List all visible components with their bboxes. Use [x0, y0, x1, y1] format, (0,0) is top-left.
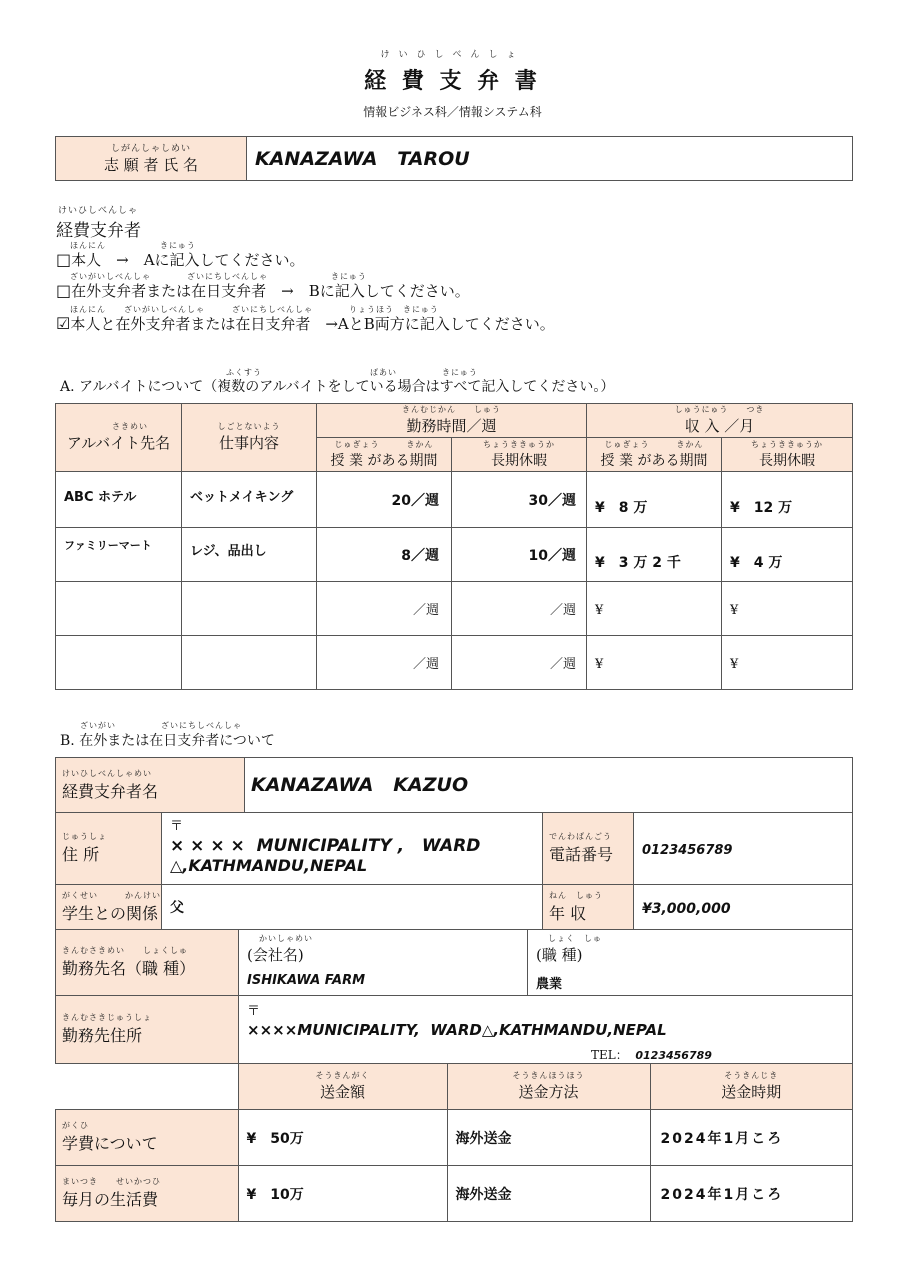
income-break-value: ¥: [730, 603, 739, 618]
sponsor-label-ruby: けいひしべんしゃめい: [62, 768, 152, 778]
employer-cell[interactable]: [56, 528, 182, 582]
work-label-ruby: きんむさきめい しょくしゅ: [62, 946, 188, 955]
remittance-table: [55, 1063, 853, 1222]
amount-header: [238, 1064, 447, 1110]
checked-checkbox-icon[interactable]: ☑: [56, 314, 71, 333]
address-line-1-text: × × × × MUNICIPALITY , WARD: [170, 836, 481, 856]
section-b-heading: B. 在外または在日支弁者について: [60, 733, 275, 749]
applicant-label-cell: [56, 137, 247, 181]
option-2[interactable]: [56, 280, 470, 301]
remit-label: 学費について: [62, 1134, 158, 1153]
work-label: 勤務先名（職 種）: [62, 959, 196, 978]
income-header: [587, 404, 853, 438]
sponsor-label: 経費支弁者名: [62, 781, 159, 801]
table-row: [56, 1166, 853, 1222]
hours-class-value: ／週: [412, 603, 439, 618]
company-label-ruby: かいしゃめい: [259, 934, 313, 943]
income-class-value: ¥: [595, 657, 604, 672]
hours-break-cell[interactable]: [452, 528, 587, 582]
work-address-label-cell: [56, 996, 239, 1064]
page-title: 経 費 支 弁 書: [364, 68, 541, 94]
applicant-label: 志 願 者 氏 名: [103, 156, 199, 174]
hours-class-cell[interactable]: [317, 636, 452, 690]
income-label-ruby: ねん しゅう: [549, 890, 603, 900]
option-1-text: 本人 → Aに記入してください。: [71, 251, 305, 269]
hours-break-value: ／週: [549, 657, 576, 672]
hours-break-cell[interactable]: [452, 636, 587, 690]
table-row: [56, 582, 853, 636]
address-line-1: [170, 836, 542, 856]
amount-header-ruby: そうきんがく: [315, 1071, 370, 1080]
income-break-header: [722, 438, 853, 472]
applicant-name-cell[interactable]: [247, 137, 853, 181]
applicant-label-ruby: しがんしゃしめい: [110, 144, 191, 154]
occupation-cell[interactable]: [528, 930, 853, 996]
income-cell[interactable]: [634, 885, 853, 930]
income-class-value: ¥ 8 万: [595, 499, 648, 516]
job-header: [182, 404, 317, 472]
hours-break-value: 10／週: [528, 547, 576, 564]
checkbox-icon[interactable]: □: [56, 250, 72, 269]
option-3-ruby: ほんにん ざいがいしべんしゃ ざいにちしべんしゃ りょうほう きにゅう: [70, 305, 439, 314]
address-label-ruby: じゅうしょ: [62, 832, 107, 841]
employer-header: [56, 404, 182, 472]
work-table: [55, 929, 853, 1064]
phone-label-cell: [543, 813, 634, 885]
remit-method-value: 海外送金: [455, 1130, 512, 1147]
income-class-value: ¥ 3 万 2 千: [595, 554, 681, 571]
address-line-2: △,KATHMANDU,NEPAL: [170, 856, 368, 875]
timing-header-ruby: そうきんじき: [724, 1071, 779, 1080]
employer-header-ruby: さきめい: [112, 422, 148, 431]
hours-break-header: [452, 438, 587, 472]
employer-cell[interactable]: [56, 582, 182, 636]
hours-class-value: 20／週: [391, 492, 439, 509]
remit-label: 毎月の生活費: [62, 1190, 159, 1209]
remit-amount-value: ¥ 50万: [246, 1130, 304, 1147]
remit-timing-cell[interactable]: [650, 1166, 853, 1222]
income-class-cell[interactable]: [587, 528, 722, 582]
amount-header-label: 送金額: [319, 1083, 365, 1101]
address-label-cell: [56, 813, 162, 885]
relation-label-ruby: がくせい かんけい: [62, 890, 161, 900]
income-class-cell[interactable]: [587, 472, 722, 528]
company-label: (会社名): [247, 946, 304, 964]
relation-label: 学生との関係: [62, 903, 159, 923]
remit-corner: [56, 1064, 239, 1110]
company-value: ISHIKAWA FARM: [247, 973, 366, 988]
sub-header-label: 長期休暇: [491, 452, 547, 469]
table-row: [56, 472, 853, 528]
option-1[interactable]: [56, 249, 305, 270]
income-break-value: ¥ 4 万: [730, 554, 783, 571]
sponsor-table: [55, 757, 853, 813]
employer-cell[interactable]: [56, 472, 182, 528]
income-header-ruby: しゅうにゅう つき: [674, 405, 765, 414]
hours-header-ruby: きんむじかん しゅう: [402, 405, 501, 414]
option-1-ruby: ほんにん きにゅう: [70, 241, 196, 250]
job-value: レジ、品出し: [190, 544, 267, 559]
income-break-cell[interactable]: [722, 472, 853, 528]
remit-method-cell[interactable]: [447, 1166, 650, 1222]
income-label-cell: [543, 885, 634, 930]
timing-header-label: 送金時期: [721, 1083, 782, 1101]
job-cell[interactable]: [182, 636, 317, 690]
remit-timing-cell[interactable]: [650, 1110, 853, 1166]
work-address-label: 勤務先住所: [62, 1026, 143, 1045]
remit-timing-value: 2024年1月ころ: [660, 1130, 784, 1147]
job-header-ruby: しごとないよう: [217, 422, 281, 431]
employer-value: ファミリーマート: [64, 539, 152, 552]
hours-break-cell[interactable]: [452, 472, 587, 528]
remit-amount-cell[interactable]: [238, 1166, 447, 1222]
title-ruby: けいひしべんしょ: [380, 50, 525, 60]
phone-label-ruby: でんわばんごう: [549, 832, 612, 841]
option-3[interactable]: [56, 313, 555, 334]
income-label: 年 収: [549, 903, 587, 923]
phone-cell[interactable]: [634, 813, 853, 885]
income-break-value: ¥ 12 万: [730, 499, 793, 516]
remit-timing-value: 2024年1月ころ: [660, 1186, 784, 1203]
remit-label-cell: [56, 1166, 239, 1222]
option-2-text: 在外支弁者または在日支弁者 → Bに記入してください。: [71, 282, 470, 300]
hours-class-cell[interactable]: [317, 472, 452, 528]
hours-class-header: [317, 438, 452, 472]
applicant-table: [55, 136, 853, 181]
income-break-value: ¥: [730, 657, 739, 672]
remit-amount-value: ¥ 10万: [246, 1186, 304, 1203]
job-value: ベットメイキング: [190, 490, 294, 505]
method-header: [447, 1064, 650, 1110]
sponsor-name-cell[interactable]: [245, 758, 853, 813]
work-tel-value: 0123456789: [635, 1049, 712, 1062]
section-b-heading-ruby: ざいがい ざいにちしべんしゃ: [80, 721, 242, 730]
method-header-label: 送金方法: [518, 1083, 579, 1101]
income-break-cell[interactable]: [722, 528, 853, 582]
part-time-table: [55, 403, 853, 690]
work-address-cell[interactable]: [239, 996, 853, 1064]
hours-header-label: 勤務時間／週: [406, 417, 497, 435]
supporter-heading: 経費支弁者: [56, 221, 141, 241]
sub-header-label: 授 業 がある期間: [330, 452, 438, 469]
sponsor-name: KANAZAWA KAZUO: [251, 774, 469, 796]
sub-header-ruby: じゅぎょう きかん: [334, 439, 434, 449]
occupation-value: 農業: [536, 977, 563, 992]
checkbox-icon[interactable]: □: [56, 281, 72, 300]
work-tel: [591, 1046, 712, 1063]
income-class-cell[interactable]: [587, 636, 722, 690]
work-address-label-ruby: きんむさきじゅうしょ: [62, 1013, 152, 1022]
remit-label-ruby: がくひ: [62, 1121, 89, 1130]
employer-cell[interactable]: [56, 636, 182, 690]
income-class-value: ¥: [595, 603, 604, 618]
section-a-heading-ruby: ふくすう ばあい きにゅう: [226, 368, 478, 377]
income-header-label: 収 入 ／月: [684, 417, 755, 435]
sub-header-label: 長期休暇: [759, 452, 815, 469]
relation-value: 父: [170, 900, 184, 916]
company-cell[interactable]: [239, 930, 528, 996]
hours-break-value: 30／週: [528, 492, 576, 509]
income-class-cell[interactable]: [587, 582, 722, 636]
table-row: [56, 1110, 853, 1166]
hours-header: [317, 404, 587, 438]
income-break-cell[interactable]: [722, 636, 853, 690]
postal-mark: 〒: [170, 819, 184, 834]
sub-header-ruby: ちょうききゅうか: [483, 439, 555, 449]
remit-label-cell: [56, 1110, 239, 1166]
relation-label-cell: [56, 885, 162, 930]
table-row: [56, 528, 853, 582]
applicant-name: KANAZAWA TAROU: [255, 147, 470, 170]
phone-label: 電話番号: [549, 845, 614, 864]
option-2-ruby: ざいがいしべんしゃ ざいにちしべんしゃ きにゅう: [70, 272, 367, 281]
sub-header-ruby: ちょうききゅうか: [751, 439, 823, 449]
work-label-cell: [56, 930, 239, 996]
work-tel-label: TEL：: [591, 1048, 628, 1062]
phone-value: 0123456789: [642, 843, 733, 858]
employer-header-label: アルバイト先名: [66, 434, 171, 452]
sub-header-ruby: じゅぎょう きかん: [604, 439, 704, 449]
supporter-heading-ruby: けいひしべんしゃ: [58, 206, 139, 216]
page-subtitle: 情報ビジネス科／情報システム科: [363, 105, 542, 119]
hours-class-value: 8／週: [401, 547, 439, 564]
job-cell[interactable]: [182, 472, 317, 528]
option-3-text: 本人と在外支弁者または在日支弁者 →AとB両方に記入してください。: [70, 315, 555, 333]
sponsor-address-table: [55, 812, 853, 930]
timing-header: [650, 1064, 853, 1110]
sponsor-label-cell: [56, 758, 245, 813]
hours-class-cell[interactable]: [317, 528, 452, 582]
job-header-label: 仕事内容: [218, 434, 279, 452]
job-cell[interactable]: [182, 528, 317, 582]
job-cell[interactable]: [182, 582, 317, 636]
sub-header-label: 授 業 がある期間: [600, 452, 708, 469]
occupation-label-ruby: しょく しゅ: [548, 934, 602, 943]
work-postal-mark: 〒: [247, 1004, 261, 1019]
employer-value: ABC ホテル: [64, 490, 137, 505]
address-cell[interactable]: [162, 813, 543, 885]
hours-class-cell[interactable]: [317, 582, 452, 636]
work-address-value: ××××MUNICIPALITY, WARD△,KATHMANDU,NEPAL: [247, 1021, 667, 1039]
hours-break-value: ／週: [549, 603, 576, 618]
address-label: 住 所: [62, 845, 100, 864]
remit-method-value: 海外送金: [455, 1186, 512, 1203]
method-header-ruby: そうきんほうほう: [512, 1071, 585, 1080]
income-break-cell[interactable]: [722, 582, 853, 636]
income-value: ¥3,000,000: [642, 900, 731, 917]
relation-cell[interactable]: [162, 885, 543, 930]
section-a-heading: A. アルバイトについて（複数のアルバイトをしている場合はすべて記入してください。）: [60, 379, 615, 395]
remit-amount-cell[interactable]: [238, 1110, 447, 1166]
occupation-label: (職 種): [536, 946, 583, 964]
table-row: [56, 636, 853, 690]
income-class-header: [587, 438, 722, 472]
remit-label-ruby: まいつき せいかつひ: [62, 1177, 161, 1186]
hours-break-cell[interactable]: [452, 582, 587, 636]
remit-method-cell[interactable]: [447, 1110, 650, 1166]
hours-class-value: ／週: [412, 657, 439, 672]
